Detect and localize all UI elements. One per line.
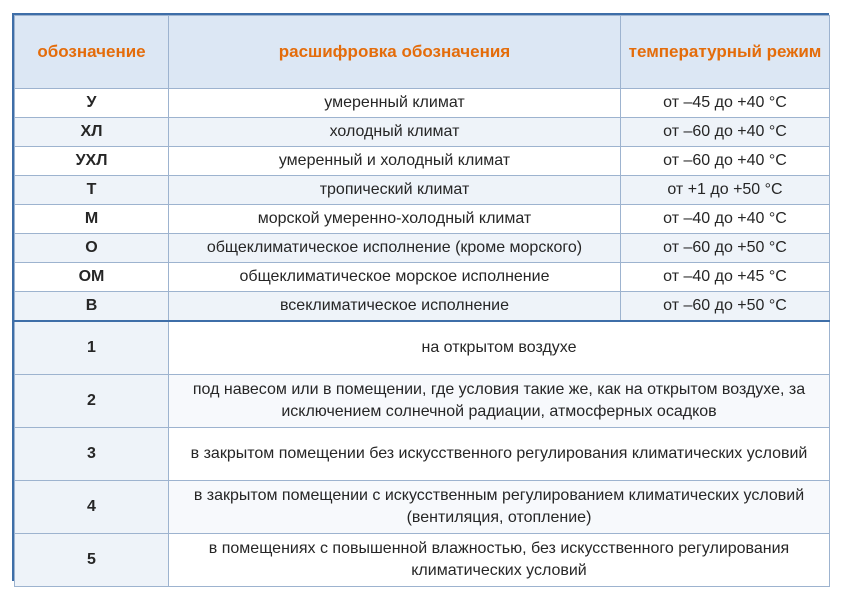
table-row (15, 118, 830, 147)
placement-code: 3 (15, 428, 169, 481)
climate-code: УХЛ (15, 147, 169, 176)
header-designation: обозначение (15, 16, 169, 89)
climate-temperature: от –60 до +50 °С (621, 234, 830, 263)
climate-description: тропический климат (169, 176, 621, 205)
climate-code: ОМ (15, 263, 169, 292)
climate-table-frame (12, 13, 829, 581)
table-header (15, 16, 830, 89)
table-row (15, 534, 830, 587)
climate-temperature: от –40 до +40 °С (621, 205, 830, 234)
placement-code: 4 (15, 481, 169, 534)
climate-temperature: от –45 до +40 °С (621, 89, 830, 118)
table-row (15, 147, 830, 176)
table-row (15, 321, 830, 375)
placement-code: 2 (15, 375, 169, 428)
climate-description: морской умеренно-холодный климат (169, 205, 621, 234)
climate-code: В (15, 292, 169, 322)
header-decoding: расшифровка обозначения (169, 16, 621, 89)
table-row (15, 481, 830, 534)
table-row (15, 428, 830, 481)
placement-description: в закрытом помещении с искусственным регулированием климатических условий (вентиляция, отопление) (169, 481, 830, 534)
table-row (15, 375, 830, 428)
climate-code: М (15, 205, 169, 234)
climate-code: ХЛ (15, 118, 169, 147)
climate-description: общеклиматическое исполнение (кроме морского) (169, 234, 621, 263)
climate-description: всеклиматическое исполнение (169, 292, 621, 322)
climate-temperature: от –60 до +40 °С (621, 118, 830, 147)
table-row (15, 234, 830, 263)
climate-code: У (15, 89, 169, 118)
placement-code: 1 (15, 321, 169, 375)
climate-description: умеренный и холодный климат (169, 147, 621, 176)
placement-description: в помещениях с повышенной влажностью, без искусственного регулирования климатических условий (169, 534, 830, 587)
climate-temperature: от +1 до +50 °С (621, 176, 830, 205)
header-temperature: температурный режим (621, 16, 830, 89)
climate-code: О (15, 234, 169, 263)
climate-description: холодный климат (169, 118, 621, 147)
table-row (15, 263, 830, 292)
table-row (15, 176, 830, 205)
placement-code: 5 (15, 534, 169, 587)
placement-description: под навесом или в помещении, где условия такие же, как на открытом воздухе, за исключением солнечной радиации, атмосферных осадков (169, 375, 830, 428)
climate-temperature: от –40 до +45 °С (621, 263, 830, 292)
header-row (15, 16, 830, 89)
climate-designation-table (14, 15, 830, 587)
placement-description: на открытом воздухе (169, 321, 830, 375)
table-row (15, 292, 830, 322)
climate-description: умеренный климат (169, 89, 621, 118)
table-row (15, 89, 830, 118)
table-body (15, 89, 830, 587)
table-row (15, 205, 830, 234)
climate-temperature: от –60 до +40 °С (621, 147, 830, 176)
climate-description: общеклиматическое морское исполнение (169, 263, 621, 292)
climate-code: Т (15, 176, 169, 205)
placement-description: в закрытом помещении без искусственного регулирования климатических условий (169, 428, 830, 481)
climate-temperature: от –60 до +50 °С (621, 292, 830, 322)
